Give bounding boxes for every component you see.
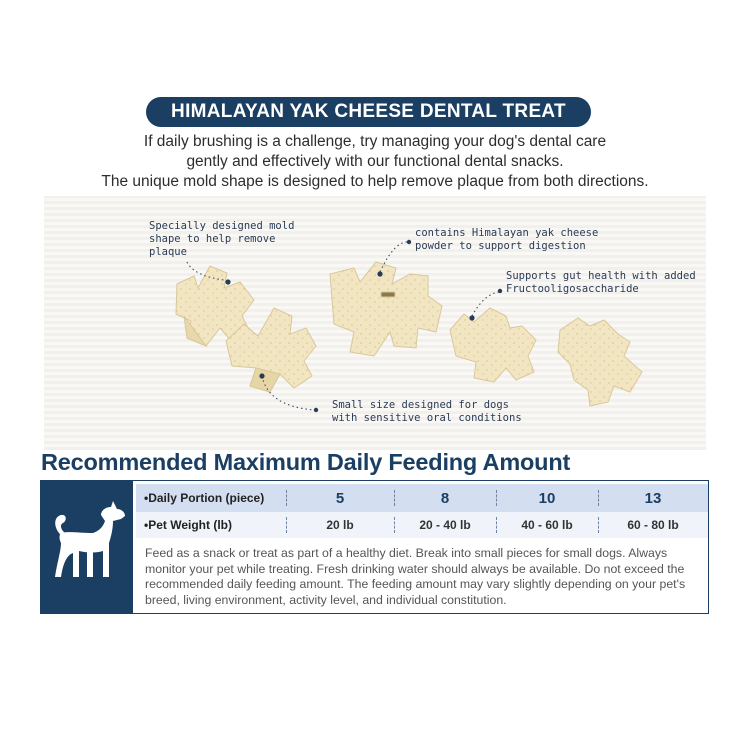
weight-value: 60 - 80 lb bbox=[627, 518, 679, 532]
portion-value: 10 bbox=[538, 489, 556, 507]
callout-line: Specially designed mold bbox=[149, 220, 295, 232]
product-photo bbox=[44, 196, 706, 450]
treat-piece bbox=[330, 262, 442, 356]
pet-weight-label: •Pet Weight (lb) bbox=[144, 518, 232, 532]
callout-line: Small size designed for dogs bbox=[332, 399, 510, 411]
dog-panel bbox=[41, 481, 133, 613]
daily-portion-row bbox=[136, 484, 708, 512]
intro-line: gently and effectively with our functional dental snacks. bbox=[186, 153, 564, 170]
mold-shape-callout bbox=[149, 220, 294, 259]
treat-piece bbox=[450, 308, 536, 382]
feeding-description: Feed as a snack or treat as part of a healthy diet. Break into small pieces for small dogs. Always monitor your pet while treating. Fresh drinking water should always be available. Do not exceed the recommended daily feeding amount. The feeding amount may vary slightly depending on your pet's breed, living environment, activity level, and individual constitution. bbox=[145, 546, 686, 607]
callout-line: with sensitive oral conditions bbox=[332, 412, 522, 424]
treat-piece bbox=[558, 318, 642, 406]
portion-value: 5 bbox=[335, 489, 345, 507]
weight-value: 20 lb bbox=[326, 518, 354, 532]
gut-health-callout bbox=[506, 270, 696, 296]
weight-value: 20 - 40 lb bbox=[419, 518, 471, 532]
feeding-title: Recommended Maximum Daily Feeding Amount bbox=[41, 449, 571, 475]
yak-cheese-callout bbox=[415, 227, 598, 253]
portion-value: 13 bbox=[644, 489, 662, 507]
daily-portion-label: •Daily Portion (piece) bbox=[144, 491, 265, 505]
intro-line: If daily brushing is a challenge, try managing your dog's dental care bbox=[143, 133, 607, 150]
intro-text bbox=[40, 132, 710, 192]
pet-weight-row bbox=[136, 512, 708, 538]
intro-line: The unique mold shape is designed to help remove plaque from both directions. bbox=[101, 173, 649, 190]
callout-line: Fructooligosaccharide bbox=[506, 283, 639, 295]
page-title: HIMALAYAN YAK CHEESE DENTAL TREAT bbox=[146, 97, 591, 127]
feeding-table bbox=[40, 480, 709, 614]
callout-line: powder to support digestion bbox=[415, 240, 586, 252]
dog-silhouette-icon bbox=[41, 481, 133, 613]
weight-value: 40 - 60 lb bbox=[521, 518, 573, 532]
small-size-callout bbox=[332, 399, 522, 425]
callout-line: contains Himalayan yak cheese bbox=[415, 227, 599, 239]
callout-line: plaque bbox=[149, 246, 187, 258]
callout-line: Supports gut health with added bbox=[506, 270, 696, 282]
callout-line: shape to help remove bbox=[149, 233, 276, 245]
portion-value: 8 bbox=[440, 489, 450, 507]
